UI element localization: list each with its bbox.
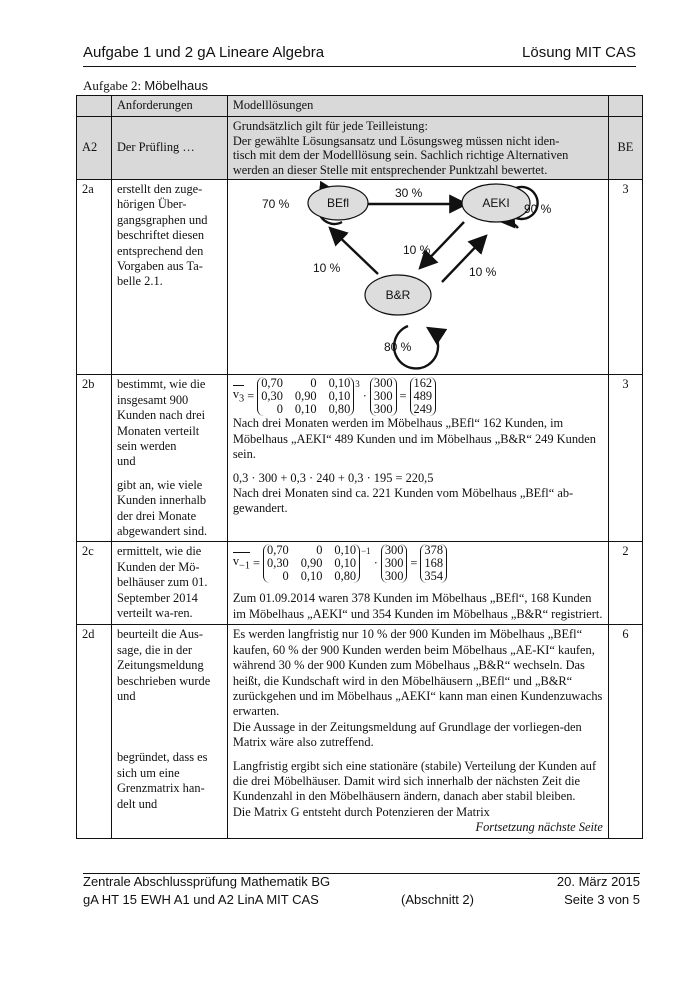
be-header: BE [608,117,642,180]
result-vector: 162 489 249 [410,377,437,416]
node-br-label: B&R [385,288,411,302]
start-vector: 300 300 300 [370,377,397,416]
footer-exam-title: Zentrale Abschlussprüfung Mathematik BG [83,874,331,889]
intro-row [77,117,643,180]
solution-table [76,95,643,839]
label-befl-aeki: 30 % [394,186,423,200]
matrix-equation-2b: $v_3$ = 0,70 0 0,10 0,30 0,90 0,10 0 0,10 0,80 3 · 300 300 300 = 162 489 249 [233,377,603,416]
page-header [83,44,636,67]
footer-section: (Abschnitt 2) [401,892,474,907]
task-text: erstellt den zuge-hörigen Über-gangsgraphen und beschriftet diesen entsprechend den Vorgaben aus Ta-belle 2.1. [111,180,227,375]
solution-2c: $v_{-1}$ = 0,70 0 0,10 0,30 0,90 0,10 0 0,10 0,80 −1 · 300 300 300 = 378 168 354 Zum 01.09.2014 waren 378 Kunden im Möbelhaus „BEfl“, 168 Kunden im Möbelhaus „AEKI“ und 354 Kunden im Möbelhaus „B&R“ registriert. [227,542,608,625]
label-br-befl: 10 % [312,261,341,275]
be-points: 3 [608,180,642,375]
col-modelllosungen: Modelllösungen [227,96,608,117]
node-aeki-label: AEKI [482,196,510,210]
footer-page-number: Seite 3 von 5 [564,892,640,907]
node-befl-label: BEfl [326,196,349,210]
be-points: 2 [608,542,642,625]
label-self-befl: 70 % [261,197,290,211]
header-title: Aufgabe 1 und 2 gA Lineare Algebra [83,44,325,61]
transition-graph [228,180,608,370]
transition-graph-cell [227,180,608,375]
continuation-note: Fortsetzung nächste Seite [475,820,603,835]
footer-exam-code: gA HT 15 EWH A1 und A2 LinA MIT CAS [83,892,319,907]
be-points: 6 [608,625,642,838]
task-text: beurteilt die Aus-sage, die in der Zeitungsmeldung beschrieben wurde und begründet, dass es sich um eine Grenzmatrix han-delt und [111,625,227,838]
label-self-br: 80 % [383,340,412,354]
transition-matrix: 0,70 0 0,10 0,30 0,90 0,10 0 0,10 0,80 [263,544,360,583]
row-id: 2b [77,375,112,542]
result-vector: 378 168 354 [420,544,447,583]
intro-text: Grundsätzlich gilt für jede Teilleistung: Der gewählte Lösungsansatz und Lösungsweg müssen nicht iden- tisch mit dem der Modelllösung sein. Sachlich richtige Alternativen werden an dieser Stelle mit entsprechender Punktzahl bewertet. [227,117,608,180]
task-text: ermittelt, wie die Kunden der Mö-belhäuser zum 01. September 2014 verteilt wa-ren. [111,542,227,625]
label-aeki-br: 10 % [402,243,431,257]
table-head-row [77,96,643,117]
header-solution-label: Lösung MIT CAS [522,44,636,61]
page-footer [83,873,640,910]
label-self-aeki: 90 % [523,202,552,216]
footer-date: 20. März 2015 [556,874,640,889]
pruefling-label: Der Prüfling … [111,117,227,180]
label-br-aeki: 10 % [468,265,497,279]
solution-2d: Es werden langfristig nur 10 % der 900 Kunden im Möbelhaus „BEfl“ kaufen, 60 % der 900 Kunden werden beim Möbelhaus „AE-KI“ kaufen, während 30 % der 900 Kunden zum Möbelhaus „B&R“ wechseln. Das heißt, die Kundschaft wird in den Möbelhäusern „BEfl“ und „B&R“ zurückgehen und im Möbelhaus „AEKI“ kann man einen Kundenzuwachs erwarten. Die Aussage in der Zeitungsmeldung auf Grundlage der vorliegen-den Matrix wäre also zutreffend. Langfristig ergibt sich eine stationäre (stabile) Verteilung der Kunden auf die drei Möbelhäuser. Damit wird sich innerhalb der nächsten Zeit die Kundenzahl in den Möbelhäusern ändern, danach aber stabil bleiben. Die Matrix G entsteht durch Potenzieren der Matrix Fortsetzung nächste Seite [227,625,608,838]
row-2b [77,375,643,542]
row-2d [77,625,643,838]
row-id: 2c [77,542,112,625]
a2-label: A2 [77,117,112,180]
task-subtitle: Aufgabe 2: Möbelhaus [83,78,208,93]
be-points: 3 [608,375,642,542]
col-anforderungen: Anforderungen [111,96,227,117]
solution-2b: $v_3$ = 0,70 0 0,10 0,30 0,90 0,10 0 0,10 0,80 3 · 300 300 300 = 162 489 249 Nach drei Monaten werden im Möbelhaus „BEfl“ 162 Kunden, im Möbelhaus „AEKI“ 489 Kunden und im Möbelhaus „B&R“ 249 Kunden sein. 0,3 · 300 + 0,3 · 240 + 0,3 · 195 = 220,5 Nach drei Monaten sind ca. 221 Kunden vom Möbelhaus „BEfl“ ab-gewandert. [227,375,608,542]
row-2a [77,180,643,375]
transition-matrix: 0,70 0 0,10 0,30 0,90 0,10 0 0,10 0,80 [257,377,354,416]
task-text: bestimmt, wie die insgesamt 900 Kunden nach drei Monaten verteilt sein werden und gibt an, wie viele Kunden innerhalb der drei Monate abgewandert sind. [111,375,227,542]
row-id: 2d [77,625,112,838]
start-vector: 300 300 300 [381,544,408,583]
matrix-equation-2c: $v_{-1}$ = 0,70 0 0,10 0,30 0,90 0,10 0 0,10 0,80 −1 · 300 300 300 = 378 168 354 [233,544,603,583]
row-2c [77,542,643,625]
row-id: 2a [77,180,112,375]
